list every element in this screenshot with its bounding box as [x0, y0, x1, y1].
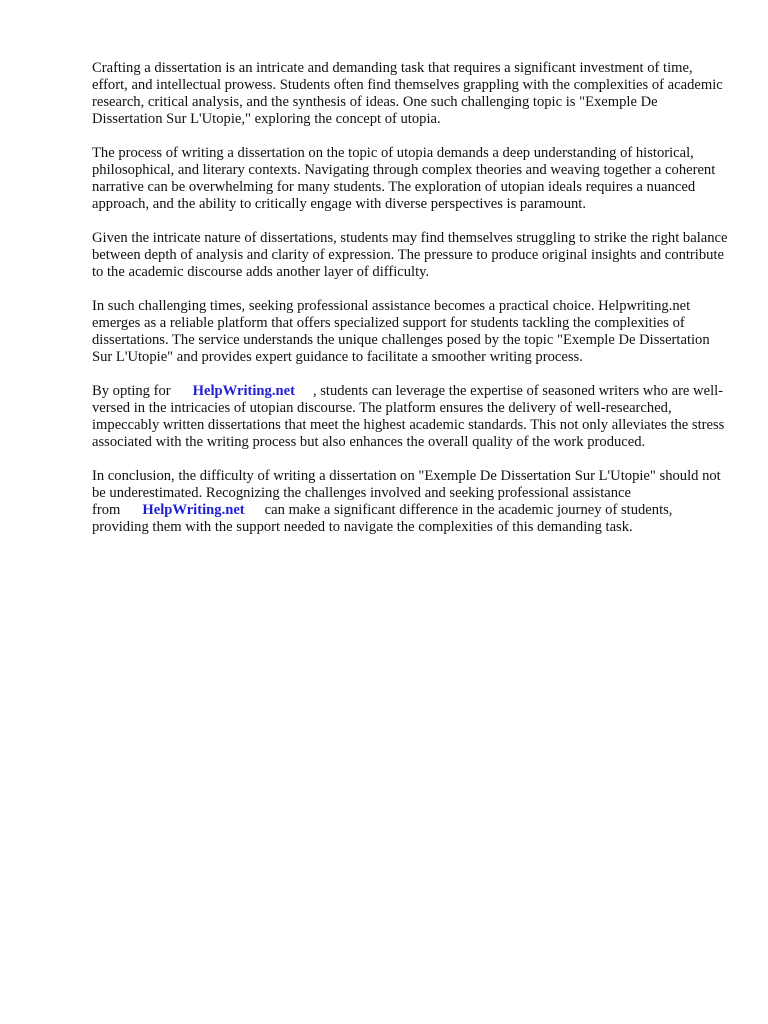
paragraph-nature: Given the intricate nature of dissertations, students may find themselves struggling to strike the right balance between depth of analysis and clarity of expression. The pressure to produce original insights and contribute to the academic discourse adds another layer of difficulty.	[92, 230, 728, 280]
document-body	[92, 60, 728, 553]
paragraph-assistance: In such challenging times, seeking professional assistance becomes a practical choice. Helpwriting.net emerges as a reliable platform that offers specialized support for students tackling the complexities of dissertations. The service understands the unique challenges posed by the topic "Exemple De Dissertation Sur L'Utopie" and provides expert guidance to facilitate a smoother writing process.	[92, 298, 710, 365]
paragraph-conclusion-before: In conclusion, the difficulty of writing a dissertation on "Exemple De Dissertation Sur L'Utopie" should not be underestimated. Recognizing the challenges involved and seeking professional assistance from	[92, 468, 721, 518]
paragraph-opting-after: , students can leverage the expertise of seasoned writers who are well-versed in the intricacies of utopian discourse. The platform ensures the delivery of well-researched, impeccably written dissertations that meet the highest academic standards. This not only alleviates the stress associated with the writing process but also enhances the overall quality of the work produced.	[92, 383, 725, 450]
paragraph-opting-before: By opting for	[92, 383, 171, 399]
paragraph-conclusion-after: can make a significant difference in the academic journey of students, providing them with the support needed to navigate the complexities of this demanding task.	[92, 502, 673, 535]
paragraph-opting	[92, 383, 728, 451]
paragraph-conclusion	[92, 468, 728, 536]
helpwriting-link-conclusion[interactable]: HelpWriting.net	[142, 502, 245, 518]
helpwriting-link[interactable]: HelpWriting.net	[192, 383, 295, 399]
paragraph-intro: Crafting a dissertation is an intricate and demanding task that requires a significant investment of time, effort, and intellectual prowess. Students often find themselves grappling with the complexities of academic research, critical analysis, and the synthesis of ideas. One such challenging topic is "Exemple De Dissertation Sur L'Utopie," exploring the concept of utopia.	[92, 60, 723, 127]
paragraph-process: The process of writing a dissertation on the topic of utopia demands a deep understanding of historical, philosophical, and literary contexts. Navigating through complex theories and weaving together a coherent narrative can be overwhelming for many students. The exploration of utopian ideals requires a nuanced approach, and the ability to critically engage with diverse perspectives is paramount.	[92, 145, 716, 212]
